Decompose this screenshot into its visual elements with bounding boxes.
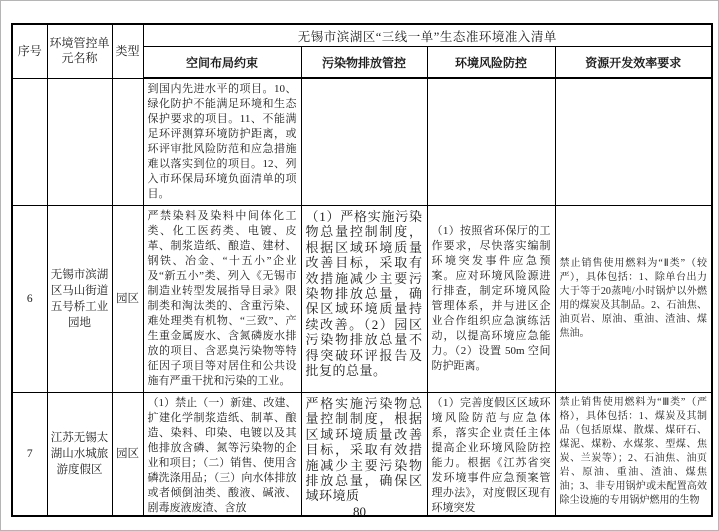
cell-r7-resource [555, 393, 712, 517]
cell-r6-type: 园区 [112, 206, 143, 393]
table-row-7 [12, 393, 712, 517]
cell-r6-risk [427, 206, 555, 393]
page-number: 80 [353, 504, 366, 519]
col-header-resource-efficiency: 资源开发效率要求 [555, 47, 712, 79]
cell-r7-risk-text: （1）完善度假区区域环境风险防范与应急体系，落实企业责任主体提高企业环境风险防控能力。根据《江苏省突发环境事件应急预案管理办法》，对度假区现有环境突发 [431, 397, 551, 514]
cell-r6-spatial [143, 206, 301, 393]
cell-r7-resource-text: 禁止销售使用燃料为“Ⅲ类”（严格），具体包括：1、煤炭及其制品（包括原煤、散煤、煤矸石、煤泥、煤粉、水煤浆、型煤、焦炭、兰炭等）；2、石油焦、油页岩、原油、重油、渣油、煤焦油；3、非专用锅炉或未配置高效除尘设施的专用锅炉燃用的生物 [559, 397, 708, 506]
col-header-serial: 序号 [12, 24, 47, 78]
table-title: 无锡市滨湖区“三线一单”生态准环境准入清单 [143, 24, 712, 47]
cell-r7-pollutant-text: 严格实施污染物总量控制制度，根据区域环境质量改善目标，采取有效措施减少主要污染物排放总量，确保区域环境质 [305, 396, 423, 504]
cell-r7-risk [427, 393, 555, 517]
cell-r6-risk-text: （1）按照省环保厅的工作要求，尽快落实编制环境突发事件应急预案。应对环境风险源进行排查，制定环境风险管理体系，并与进区企业合作组织应急演练活动，以提高环境应急能力。（2）设置 50m 空间防护距离。 [431, 225, 551, 372]
cell-r6-resource-text: 禁止销售使用燃料为“Ⅱ类”（较严），具体包括：1、除单台出力大于等于20蒸吨/小时锅炉以外燃用的煤炭及其制品。2、石油焦、油页岩、原油、重油、渣油、煤焦油。 [559, 258, 708, 339]
cell-cont-resource [555, 78, 712, 206]
col-header-pollutant-control: 污染物排放管控 [301, 47, 427, 79]
col-header-risk-prevention: 环境风险防控 [427, 47, 555, 79]
cell-cont-name [47, 78, 112, 206]
cell-cont-spatial-text: 到国内先进水平的项目。10、绿化防护不能满足环境和生态保护要求的项目。11、不能满足环评测算环境防护距离，或环评审批风险防范和应急措施难以落实到位的项目。12、列入市环保局环境负面清单的项目。 [147, 83, 297, 200]
cell-r7-name: 江苏无锡太湖山水城旅游度假区 [47, 393, 112, 517]
cell-r6-pollutant-text: （1）严格实施污染物总量控制制度，根据区域环境质量改善目标，采取有效措施减少主要污染物排放总量，确保区域环境质量持续改善。（2）园区污染物排放总量不得突破环评报告及批复的总量。 [305, 209, 423, 379]
cell-r6-pollutant [301, 206, 427, 393]
cell-r6-name: 无锡市滨湖区马山街道五号桥工业园地 [47, 206, 112, 393]
cell-cont-pollutant [301, 78, 427, 206]
cell-cont-type [112, 78, 143, 206]
cell-r6-serial: 6 [12, 206, 47, 393]
cell-cont-risk [427, 78, 555, 206]
table-title-row [12, 24, 712, 47]
cell-r6-spatial-text: 严禁染料及染料中间体化工类、化工医药类、电镀、皮革、制浆造纸、酿造、建材、钢铁、冶金、“十五小”企业及“新五小”类、列入《无锡市制造业转型发展指导目录》限制类和淘汰类的、含重污染、难处理类有机物、“三致”、产生重金属废水、含氮磷废水排放的项目、含恶臭污染物等特征因子项目等对居住和公共设施有严重干扰和污染的工业。 [147, 210, 297, 387]
cell-r7-spatial-text: （1）禁止（一）新建、改建、扩建化学制浆造纸、制革、酿造、染料、印染、电镀以及其他排放含磷、氮等污染物的企业和项目；（二）销售、使用含磷洗涤用品；（三）向水体排放或者倾倒油类、酸液、碱液、剧毒废液废渣、含放 [147, 397, 297, 514]
cell-cont-serial [12, 78, 47, 206]
cell-r7-serial: 7 [12, 393, 47, 517]
col-header-unit-name: 环境管控单元名称 [47, 24, 112, 78]
cell-r7-type: 园区 [112, 393, 143, 517]
cell-cont-spatial [143, 78, 301, 206]
cell-r6-resource [555, 206, 712, 393]
col-header-type: 类型 [112, 24, 143, 78]
table-row-6 [12, 206, 712, 393]
cell-r7-spatial [143, 393, 301, 517]
col-header-spatial-constraint: 空间布局约束 [143, 47, 301, 79]
eco-env-access-table [11, 23, 713, 517]
cell-r7-pollutant [301, 393, 427, 517]
table-row-continuation [12, 78, 712, 206]
